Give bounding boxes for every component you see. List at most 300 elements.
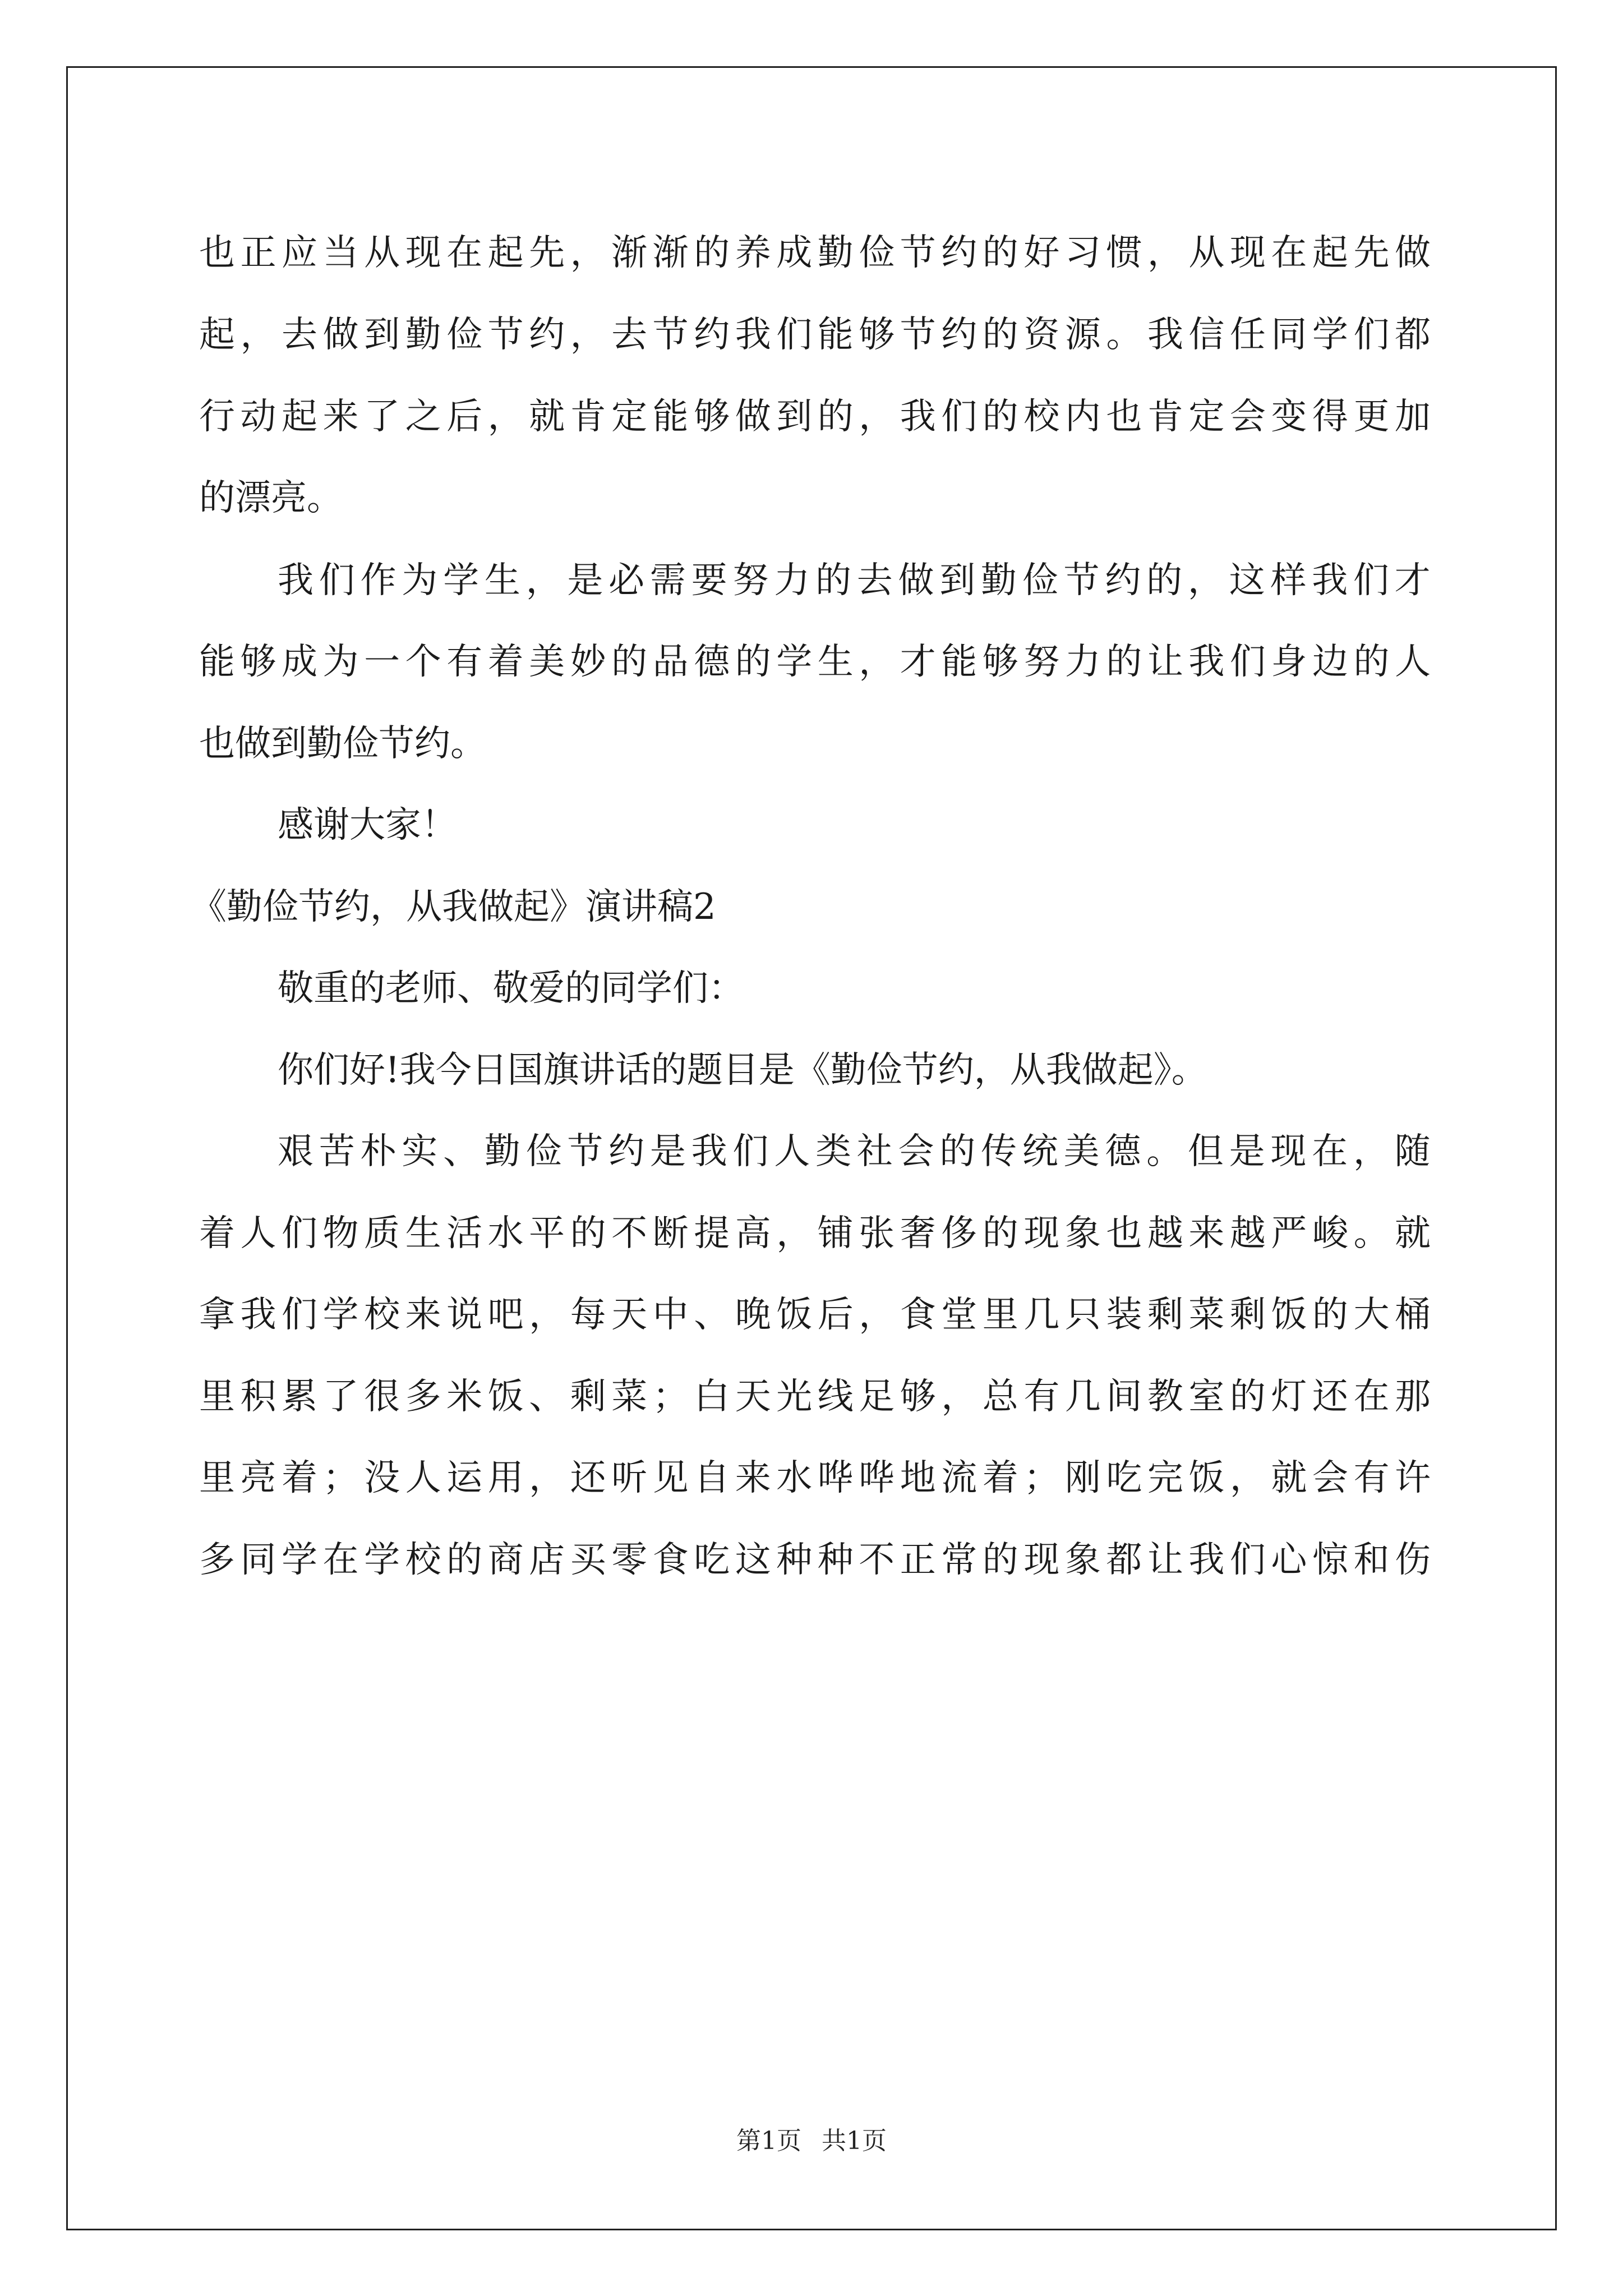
text-char: 的 <box>1106 641 1142 683</box>
text-char: 肯 <box>1147 396 1183 438</box>
text-char: 做 <box>735 396 771 438</box>
text-char: 米 <box>446 1376 483 1418</box>
text-char: 亮 <box>240 1457 276 1499</box>
text-char: 约 <box>608 1131 645 1172</box>
text-char: 定 <box>1188 396 1225 438</box>
text-char: 也 <box>1106 1213 1142 1254</box>
text-char: 的 <box>982 396 1018 438</box>
text-char: 只 <box>1064 1294 1101 1336</box>
text-char: 那 <box>1394 1376 1431 1418</box>
text-char: 多 <box>405 1376 441 1418</box>
text-char: 边 <box>1312 641 1348 683</box>
text-char: 现 <box>1023 1539 1060 1581</box>
text-char: 勤 <box>484 1131 520 1172</box>
text-char: 为 <box>322 641 359 683</box>
text-char: 我 <box>691 1131 727 1172</box>
text-char: 天 <box>735 1376 771 1418</box>
text-char: 活 <box>446 1213 483 1254</box>
text-char: 我 <box>240 1294 276 1336</box>
text-char: 动 <box>240 396 276 438</box>
text-char: 让 <box>1147 641 1183 683</box>
text-char: 能 <box>941 641 978 683</box>
text-char: 当 <box>322 232 359 274</box>
text-char: 我 <box>1312 560 1348 601</box>
text-char: 成 <box>776 232 813 274</box>
text-char: 天 <box>611 1294 648 1336</box>
text-char: 够 <box>694 396 730 438</box>
text-char: 正 <box>900 1539 936 1581</box>
text-char: 好 <box>1023 232 1060 274</box>
text-char: 苦 <box>319 1131 355 1172</box>
text-char: 的 <box>982 232 1018 274</box>
text-char: 用 <box>487 1457 524 1499</box>
text-char: 们 <box>319 560 355 601</box>
text-char: 堂 <box>941 1294 978 1336</box>
text-char: 有 <box>1023 1376 1060 1418</box>
text-char: 努 <box>1023 641 1060 683</box>
text-char: 多 <box>199 1539 235 1581</box>
text-char: ， <box>525 560 562 601</box>
text-char: 够 <box>240 641 276 683</box>
text-char: 先 <box>529 232 565 274</box>
text-char: 的 <box>1312 1294 1348 1336</box>
text-char: 传 <box>981 1131 1017 1172</box>
text-char: 们 <box>282 1294 318 1336</box>
text-char: 流 <box>941 1457 978 1499</box>
text-char: 内 <box>1064 396 1101 438</box>
text-char: 同 <box>1271 314 1307 356</box>
text-char: 许 <box>1394 1457 1431 1499</box>
text-char: 累 <box>282 1376 318 1418</box>
text-char: 到 <box>776 396 813 438</box>
text-char: 节 <box>567 1131 603 1172</box>
text-char: 社 <box>856 1131 893 1172</box>
text-char: 现 <box>405 232 441 274</box>
text-char: 生 <box>405 1213 441 1254</box>
speech-title: 《勤俭节约，从我做起》演讲稿2 <box>191 886 716 928</box>
text-char: 还 <box>570 1457 606 1499</box>
text-char: 断 <box>652 1213 689 1254</box>
text-char: 吧 <box>487 1294 524 1336</box>
text-char: 做 <box>898 560 934 601</box>
text-char: ， <box>859 1294 895 1336</box>
thanks-line: 感谢大家！ <box>278 804 457 846</box>
text-char: 也 <box>199 232 235 274</box>
text-char: 心 <box>1271 1539 1307 1581</box>
text-char: 够 <box>982 641 1018 683</box>
text-char: 约 <box>1105 560 1141 601</box>
text-char: 约 <box>941 314 978 356</box>
text-char: 饭 <box>776 1294 813 1336</box>
text-char: 菜 <box>611 1376 648 1418</box>
text-char: 着 <box>199 1213 235 1254</box>
text-char: 资 <box>1023 314 1060 356</box>
text-char: 节 <box>652 314 689 356</box>
text-char: ， <box>529 1294 565 1336</box>
text-char: 平 <box>529 1213 565 1254</box>
text-char: 有 <box>446 641 483 683</box>
text-char: 约 <box>694 314 730 356</box>
text-char: 这 <box>1229 560 1265 601</box>
text-char: 地 <box>900 1457 936 1499</box>
text-char: 要 <box>691 560 727 601</box>
text-char: 学 <box>322 1294 359 1336</box>
text-char: ， <box>776 1213 813 1254</box>
text-char: 水 <box>776 1457 813 1499</box>
text-char: 还 <box>1312 1376 1348 1418</box>
text-char: 来 <box>1188 1213 1225 1254</box>
text-char: 、 <box>443 1131 479 1172</box>
text-char: 没 <box>364 1457 400 1499</box>
text-line <box>278 560 1431 601</box>
text-char: 教 <box>1147 1376 1183 1418</box>
text-char: 先 <box>1353 232 1390 274</box>
text-char: 的 <box>570 1213 606 1254</box>
text-char: 才 <box>1394 560 1431 601</box>
text-char: 质 <box>364 1213 400 1254</box>
text-char: 的 <box>1146 560 1183 601</box>
text-char: 运 <box>446 1457 483 1499</box>
text-char: 就 <box>1271 1457 1307 1499</box>
text-char: 的 <box>694 232 730 274</box>
text-char: 应 <box>282 232 318 274</box>
text-char: 了 <box>322 1376 359 1418</box>
text-line <box>199 396 1431 438</box>
text-char: 就 <box>529 396 565 438</box>
text-char: 越 <box>1229 1213 1266 1254</box>
text-char: 现 <box>1270 1131 1307 1172</box>
text-char: 象 <box>1064 1213 1101 1254</box>
text-char: 每 <box>570 1294 606 1336</box>
text-char: 个 <box>405 641 441 683</box>
text-char: 们 <box>732 1131 769 1172</box>
text-char: 去 <box>611 314 648 356</box>
text-char: 们 <box>1353 314 1390 356</box>
text-char: 源 <box>1064 314 1101 356</box>
text-char: 也 <box>1106 396 1142 438</box>
text-char: 零 <box>611 1539 648 1581</box>
text-char: 变 <box>1271 396 1307 438</box>
text-char: 校 <box>405 1539 441 1581</box>
text-char: ， <box>570 232 606 274</box>
text-char: 中 <box>652 1294 689 1336</box>
text-char: ， <box>1353 1131 1389 1172</box>
text-char: 种 <box>817 1539 854 1581</box>
text-char: 不 <box>611 1213 648 1254</box>
text-char: 的 <box>982 1539 1018 1581</box>
text-char: 能 <box>817 314 854 356</box>
text-char: 的 <box>939 1131 976 1172</box>
text-char: 之 <box>405 396 441 438</box>
text-char: 们 <box>941 396 978 438</box>
text-char: ， <box>487 396 524 438</box>
text-char: 听 <box>611 1457 648 1499</box>
text-char: 渐 <box>652 232 689 274</box>
text-char: 的 <box>1353 641 1390 683</box>
page-number: 第1页 <box>736 2127 801 2155</box>
text-char: 我 <box>900 396 936 438</box>
text-char: 里 <box>199 1457 235 1499</box>
text-char: 节 <box>900 314 936 356</box>
text-char: 学 <box>776 641 813 683</box>
text-char: 的 <box>735 641 771 683</box>
text-char: 后 <box>817 1294 854 1336</box>
text-char: ， <box>1187 560 1224 601</box>
text-char: 学 <box>443 560 479 601</box>
text-char: 间 <box>1106 1376 1142 1418</box>
text-char: 才 <box>900 641 936 683</box>
text-line <box>199 1376 1431 1418</box>
text-char: 。 <box>1106 314 1142 356</box>
text-char: 水 <box>487 1213 524 1254</box>
text-char: 人 <box>240 1213 276 1254</box>
text-char: 足 <box>859 1376 895 1418</box>
text-char: 美 <box>529 641 565 683</box>
text-char: 实 <box>402 1131 438 1172</box>
text-char: 剩 <box>1229 1294 1266 1336</box>
text-char: 光 <box>776 1376 813 1418</box>
text-char: 从 <box>364 232 400 274</box>
text-char: 随 <box>1394 1131 1431 1172</box>
text-char: 勤 <box>405 314 441 356</box>
text-char: 装 <box>1106 1294 1142 1336</box>
text-char: ， <box>1147 232 1183 274</box>
text-char: 能 <box>652 396 689 438</box>
text-char: 妙 <box>570 641 606 683</box>
text-char: 生 <box>484 560 520 601</box>
text-char: 几 <box>1064 1376 1101 1418</box>
text-char: 铺 <box>817 1213 854 1254</box>
text-char: 加 <box>1394 396 1431 438</box>
text-char: 够 <box>900 1376 936 1418</box>
text-char: 我 <box>278 560 313 601</box>
text-char: 起 <box>282 396 318 438</box>
text-char: 奢 <box>900 1213 936 1254</box>
text-char: 品 <box>652 641 689 683</box>
text-char: 需 <box>649 560 686 601</box>
text-char: 的 <box>815 560 851 601</box>
text-char: 俭 <box>446 314 483 356</box>
text-char: ； <box>1023 1457 1060 1499</box>
text-char: 是 <box>567 560 603 601</box>
text-char: 这 <box>735 1539 771 1581</box>
text-char: 到 <box>939 560 976 601</box>
text-char: 约 <box>529 314 565 356</box>
text-char: 着 <box>487 641 524 683</box>
text-char: 正 <box>240 232 276 274</box>
text-char: 峻 <box>1312 1213 1348 1254</box>
text-char: ， <box>529 1457 565 1499</box>
text-char: 习 <box>1064 232 1101 274</box>
text-line <box>199 1539 1431 1581</box>
text-char: 哗 <box>817 1457 854 1499</box>
text-char: 伤 <box>1394 1539 1431 1581</box>
text-char: 校 <box>364 1294 400 1336</box>
text-char: 说 <box>446 1294 483 1336</box>
text-char: 种 <box>776 1539 813 1581</box>
text-char: 到 <box>364 314 400 356</box>
text-char: 的 <box>446 1539 483 1581</box>
text-char: 的 <box>817 396 854 438</box>
text-char: 常 <box>941 1539 978 1581</box>
text-char: 更 <box>1353 396 1390 438</box>
text-char: 做 <box>1394 232 1431 274</box>
text-char: 就 <box>1394 1213 1431 1254</box>
text-char: 自 <box>694 1457 730 1499</box>
text-char: 哗 <box>859 1457 895 1499</box>
text-char: 类 <box>815 1131 851 1172</box>
text-char: 的 <box>1229 1376 1266 1418</box>
text-char: ， <box>859 641 895 683</box>
text-char: 在 <box>1271 232 1307 274</box>
text-char: 白 <box>694 1376 730 1418</box>
text-char: 饭 <box>1188 1457 1225 1499</box>
text-char: 、 <box>529 1376 565 1418</box>
text-char: 、 <box>694 1294 730 1336</box>
text-char: 德 <box>694 641 730 683</box>
text-char: 肯 <box>570 396 606 438</box>
text-char: 生 <box>817 641 854 683</box>
text-char: 越 <box>1147 1213 1183 1254</box>
text-char: 人 <box>774 1131 810 1172</box>
text-line <box>199 1213 1431 1254</box>
text-char: 样 <box>1270 560 1307 601</box>
text-char: 不 <box>859 1539 895 1581</box>
text-char: 让 <box>1147 1539 1183 1581</box>
text-char: 的 <box>982 314 1018 356</box>
text-char: 来 <box>322 396 359 438</box>
text-char: 在 <box>1312 1131 1348 1172</box>
text-char: 俭 <box>1022 560 1058 601</box>
text-char: 菜 <box>1188 1294 1225 1336</box>
text-char: 我 <box>735 314 771 356</box>
text-char: 店 <box>529 1539 565 1581</box>
text-char: 艰 <box>278 1131 313 1172</box>
text-char: 够 <box>859 314 895 356</box>
text-char: 在 <box>446 232 483 274</box>
text-char: 里 <box>199 1376 235 1418</box>
text-char: 线 <box>817 1376 854 1418</box>
text-char: 人 <box>1394 641 1431 683</box>
intro-line: 你们好!我今日国旗讲话的题目是《勤俭节约，从我做起》。 <box>278 1050 1207 1091</box>
text-char: 有 <box>1353 1457 1390 1499</box>
page-total: 共1页 <box>822 2127 887 2155</box>
text-line <box>199 641 1431 683</box>
text-char: 定 <box>611 396 648 438</box>
text-char: 剩 <box>570 1376 606 1418</box>
text-char: 是 <box>649 1131 686 1172</box>
text-char: 晚 <box>735 1294 771 1336</box>
text-char: 一 <box>364 641 400 683</box>
text-char: 力 <box>774 560 810 601</box>
text-char: ， <box>1229 1457 1266 1499</box>
text-char: 学 <box>1312 314 1348 356</box>
text-char: ， <box>240 314 276 356</box>
text-char: 都 <box>1106 1539 1142 1581</box>
text-char: 了 <box>364 396 400 438</box>
text-char: 们 <box>1353 560 1389 601</box>
text-char: 起 <box>199 314 235 356</box>
text-char: 任 <box>1229 314 1266 356</box>
text-char: 们 <box>1229 641 1266 683</box>
text-char: 饭 <box>1271 1294 1307 1336</box>
text-char: 和 <box>1353 1539 1390 1581</box>
text-char: 来 <box>735 1457 771 1499</box>
text-char: ， <box>570 314 606 356</box>
text-char: 。 <box>1353 1213 1390 1254</box>
text-char: 刚 <box>1064 1457 1101 1499</box>
text-char: 象 <box>1064 1539 1101 1581</box>
text-char: 会 <box>898 1131 934 1172</box>
text-char: 德 <box>1105 1131 1141 1172</box>
text-char: 信 <box>1188 314 1225 356</box>
text-char: 统 <box>1022 1131 1058 1172</box>
text-char: 会 <box>1229 396 1266 438</box>
text-char: 俭 <box>525 1131 562 1172</box>
text-char: 几 <box>1023 1294 1060 1336</box>
text-char: 在 <box>1353 1376 1390 1418</box>
text-char: 朴 <box>360 1131 396 1172</box>
text-char: 见 <box>652 1457 689 1499</box>
text-char: 行 <box>199 396 235 438</box>
text-char: 起 <box>487 232 524 274</box>
text-char: 都 <box>1394 314 1431 356</box>
text-char: 努 <box>732 560 769 601</box>
text-char: 在 <box>322 1539 359 1581</box>
text-char: 起 <box>1312 232 1348 274</box>
text-char: 但 <box>1187 1131 1224 1172</box>
text-line: 的漂亮。 <box>199 477 343 519</box>
page-footer <box>0 2129 1623 2154</box>
text-char: ， <box>859 396 895 438</box>
text-char: 得 <box>1312 396 1348 438</box>
text-char: 身 <box>1271 641 1307 683</box>
text-char: 的 <box>982 1213 1018 1254</box>
text-char: 我 <box>1147 314 1183 356</box>
text-char: 去 <box>282 314 318 356</box>
text-line <box>199 1457 1431 1499</box>
text-char: 饭 <box>487 1376 524 1418</box>
text-char: 能 <box>199 641 235 683</box>
text-char: 人 <box>405 1457 441 1499</box>
text-char: 拿 <box>199 1294 235 1336</box>
text-char: 的 <box>611 641 648 683</box>
text-char: 会 <box>1312 1457 1348 1499</box>
text-char: 力 <box>1064 641 1101 683</box>
text-line: 也做到勤俭节约。 <box>199 723 486 765</box>
text-char: 约 <box>941 232 978 274</box>
text-line <box>199 314 1431 356</box>
text-char: 现 <box>1229 232 1266 274</box>
text-char: 惊 <box>1312 1539 1348 1581</box>
text-char: 节 <box>1063 560 1100 601</box>
text-char: 勤 <box>817 232 854 274</box>
text-char: 们 <box>1229 1539 1266 1581</box>
text-char: 美 <box>1063 1131 1100 1172</box>
text-char: 食 <box>652 1539 689 1581</box>
text-char: ； <box>322 1457 359 1499</box>
text-char: 去 <box>856 560 893 601</box>
text-char: 同 <box>240 1539 276 1581</box>
text-char: 成 <box>282 641 318 683</box>
text-char: 侈 <box>941 1213 978 1254</box>
text-char: 校 <box>1023 396 1060 438</box>
text-char: 勤 <box>981 560 1017 601</box>
text-char: 总 <box>982 1376 1018 1418</box>
text-char: 学 <box>364 1539 400 1581</box>
text-char: 商 <box>487 1539 524 1581</box>
text-char: 俭 <box>859 232 895 274</box>
